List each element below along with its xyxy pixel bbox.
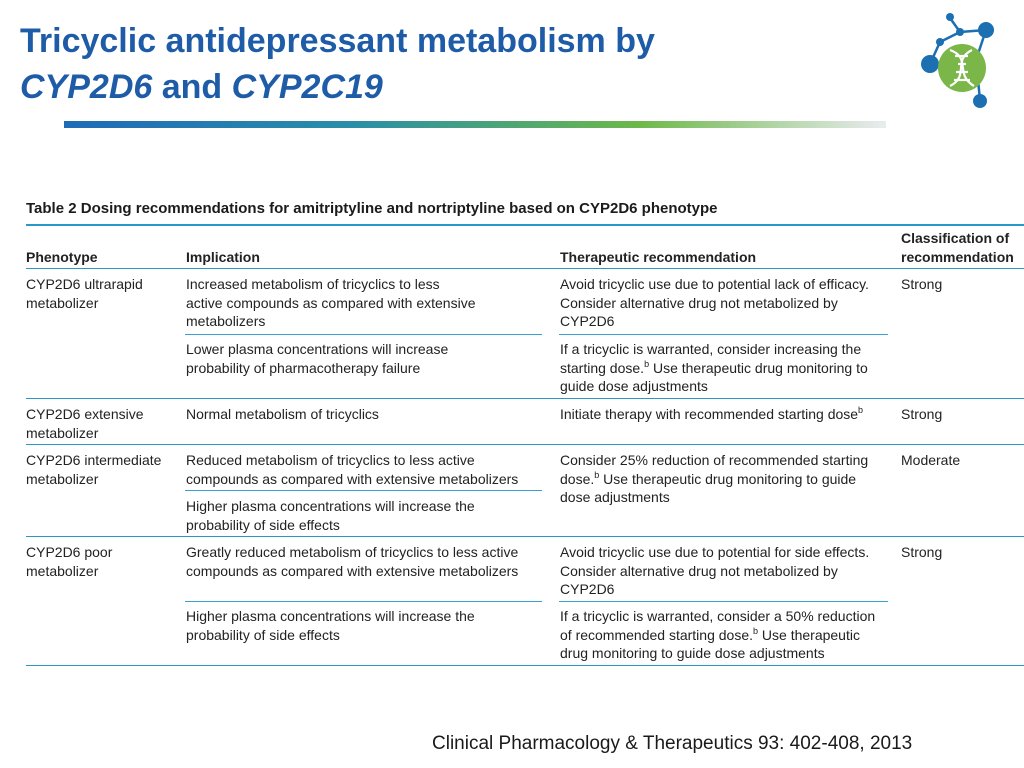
header-implication: Implication bbox=[186, 249, 260, 265]
row2-classification: Strong bbox=[901, 406, 943, 422]
table-bottom-rule bbox=[26, 665, 1024, 666]
row4-implication-a: Greatly reduced metabolism of tricyclics to less active compounds as compared with extensive metabolizers bbox=[186, 544, 519, 579]
row3-recommendation-a: Consider 25% reduction of recommended starting dose.$^b$ Use therapeutic drug monitoring to guide dose adjustments bbox=[560, 452, 869, 505]
dna-molecule-logo-icon bbox=[912, 10, 1008, 114]
header-recommendation: Therapeutic recommendation bbox=[560, 249, 757, 265]
row4-implication-b: Higher plasma concentrations will increase the probability of side effects bbox=[186, 608, 475, 643]
title-gene-1: CYP2D6 bbox=[20, 68, 153, 106]
row4-recommendation-b: If a tricyclic is warranted, consider a 50% reduction of recommended starting dose.$^b$ Use therapeutic drug monitoring to guide dose adjustments bbox=[560, 608, 876, 661]
row2-phenotype: CYP2D6 extensive metabolizer bbox=[26, 406, 144, 441]
row3-classification: Moderate bbox=[901, 452, 961, 468]
row4-inner-rule-implication bbox=[185, 601, 542, 602]
title-and: and bbox=[152, 68, 232, 106]
row4-recommendation-a: Avoid tricyclic use due to potential for side effects. Consider alternative drug not metabolized by CYP2D6 bbox=[560, 544, 870, 597]
title-line-1: Tricyclic antidepressant metabolism by bbox=[20, 22, 655, 60]
row1-inner-rule-recommendation bbox=[559, 334, 888, 335]
row4-phenotype: CYP2D6 poor metabolizer bbox=[26, 544, 113, 579]
row4-classification: Strong bbox=[901, 544, 943, 560]
row1-implication-a: Increased metabolism of tricyclics to less active compounds as compared with extensive metabolizers bbox=[186, 276, 476, 329]
row1-implication-b: Lower plasma concentrations will increase probability of pharmacotherapy failure bbox=[186, 341, 449, 376]
row1-rule bbox=[26, 398, 1024, 399]
header-phenotype: Phenotype bbox=[26, 249, 98, 265]
row2-rule bbox=[26, 444, 1024, 445]
citation: Clinical Pharmacology & Therapeutics 93: 402-408, 2013 bbox=[432, 733, 913, 754]
table-top-rule bbox=[26, 224, 1024, 226]
row2-implication-a: Normal metabolism of tricyclics bbox=[186, 406, 379, 422]
title-line-2 bbox=[20, 64, 840, 110]
table-caption: Table 2 Dosing recommendations for amitriptyline and nortriptyline based on CYP2D6 phenotype bbox=[26, 200, 718, 217]
row2-recommendation-a: Initiate therapy with recommended starting dose$^b$ bbox=[560, 405, 864, 422]
row1-classification: Strong bbox=[901, 276, 943, 292]
row1-phenotype: CYP2D6 ultrarapid metabolizer bbox=[26, 276, 143, 311]
title-underline bbox=[64, 121, 886, 128]
row4-inner-rule-recommendation bbox=[559, 601, 888, 602]
row3-rule bbox=[26, 536, 1024, 537]
row1-recommendation-b: If a tricyclic is warranted, consider increasing the starting dose.$^b$ Use therapeutic drug monitoring to guide dose adjustments bbox=[560, 341, 868, 394]
slide-title bbox=[20, 18, 840, 110]
header-classification: Classification of recommendation bbox=[901, 230, 1014, 265]
header-rule bbox=[26, 268, 1024, 269]
row3-phenotype: CYP2D6 intermediate metabolizer bbox=[26, 452, 162, 487]
row3-inner-rule-implication bbox=[185, 490, 542, 491]
row1-inner-rule-implication bbox=[185, 334, 542, 335]
row1-recommendation-a: Avoid tricyclic use due to potential lack of efficacy. Consider alternative drug not metabolized by CYP2D6 bbox=[560, 276, 869, 329]
row3-implication-b: Higher plasma concentrations will increase the probability of side effects bbox=[186, 498, 475, 533]
row3-implication-a: Reduced metabolism of tricyclics to less active compounds as compared with extensive metabolizers bbox=[186, 452, 519, 487]
title-gene-2: CYP2C19 bbox=[231, 68, 383, 106]
